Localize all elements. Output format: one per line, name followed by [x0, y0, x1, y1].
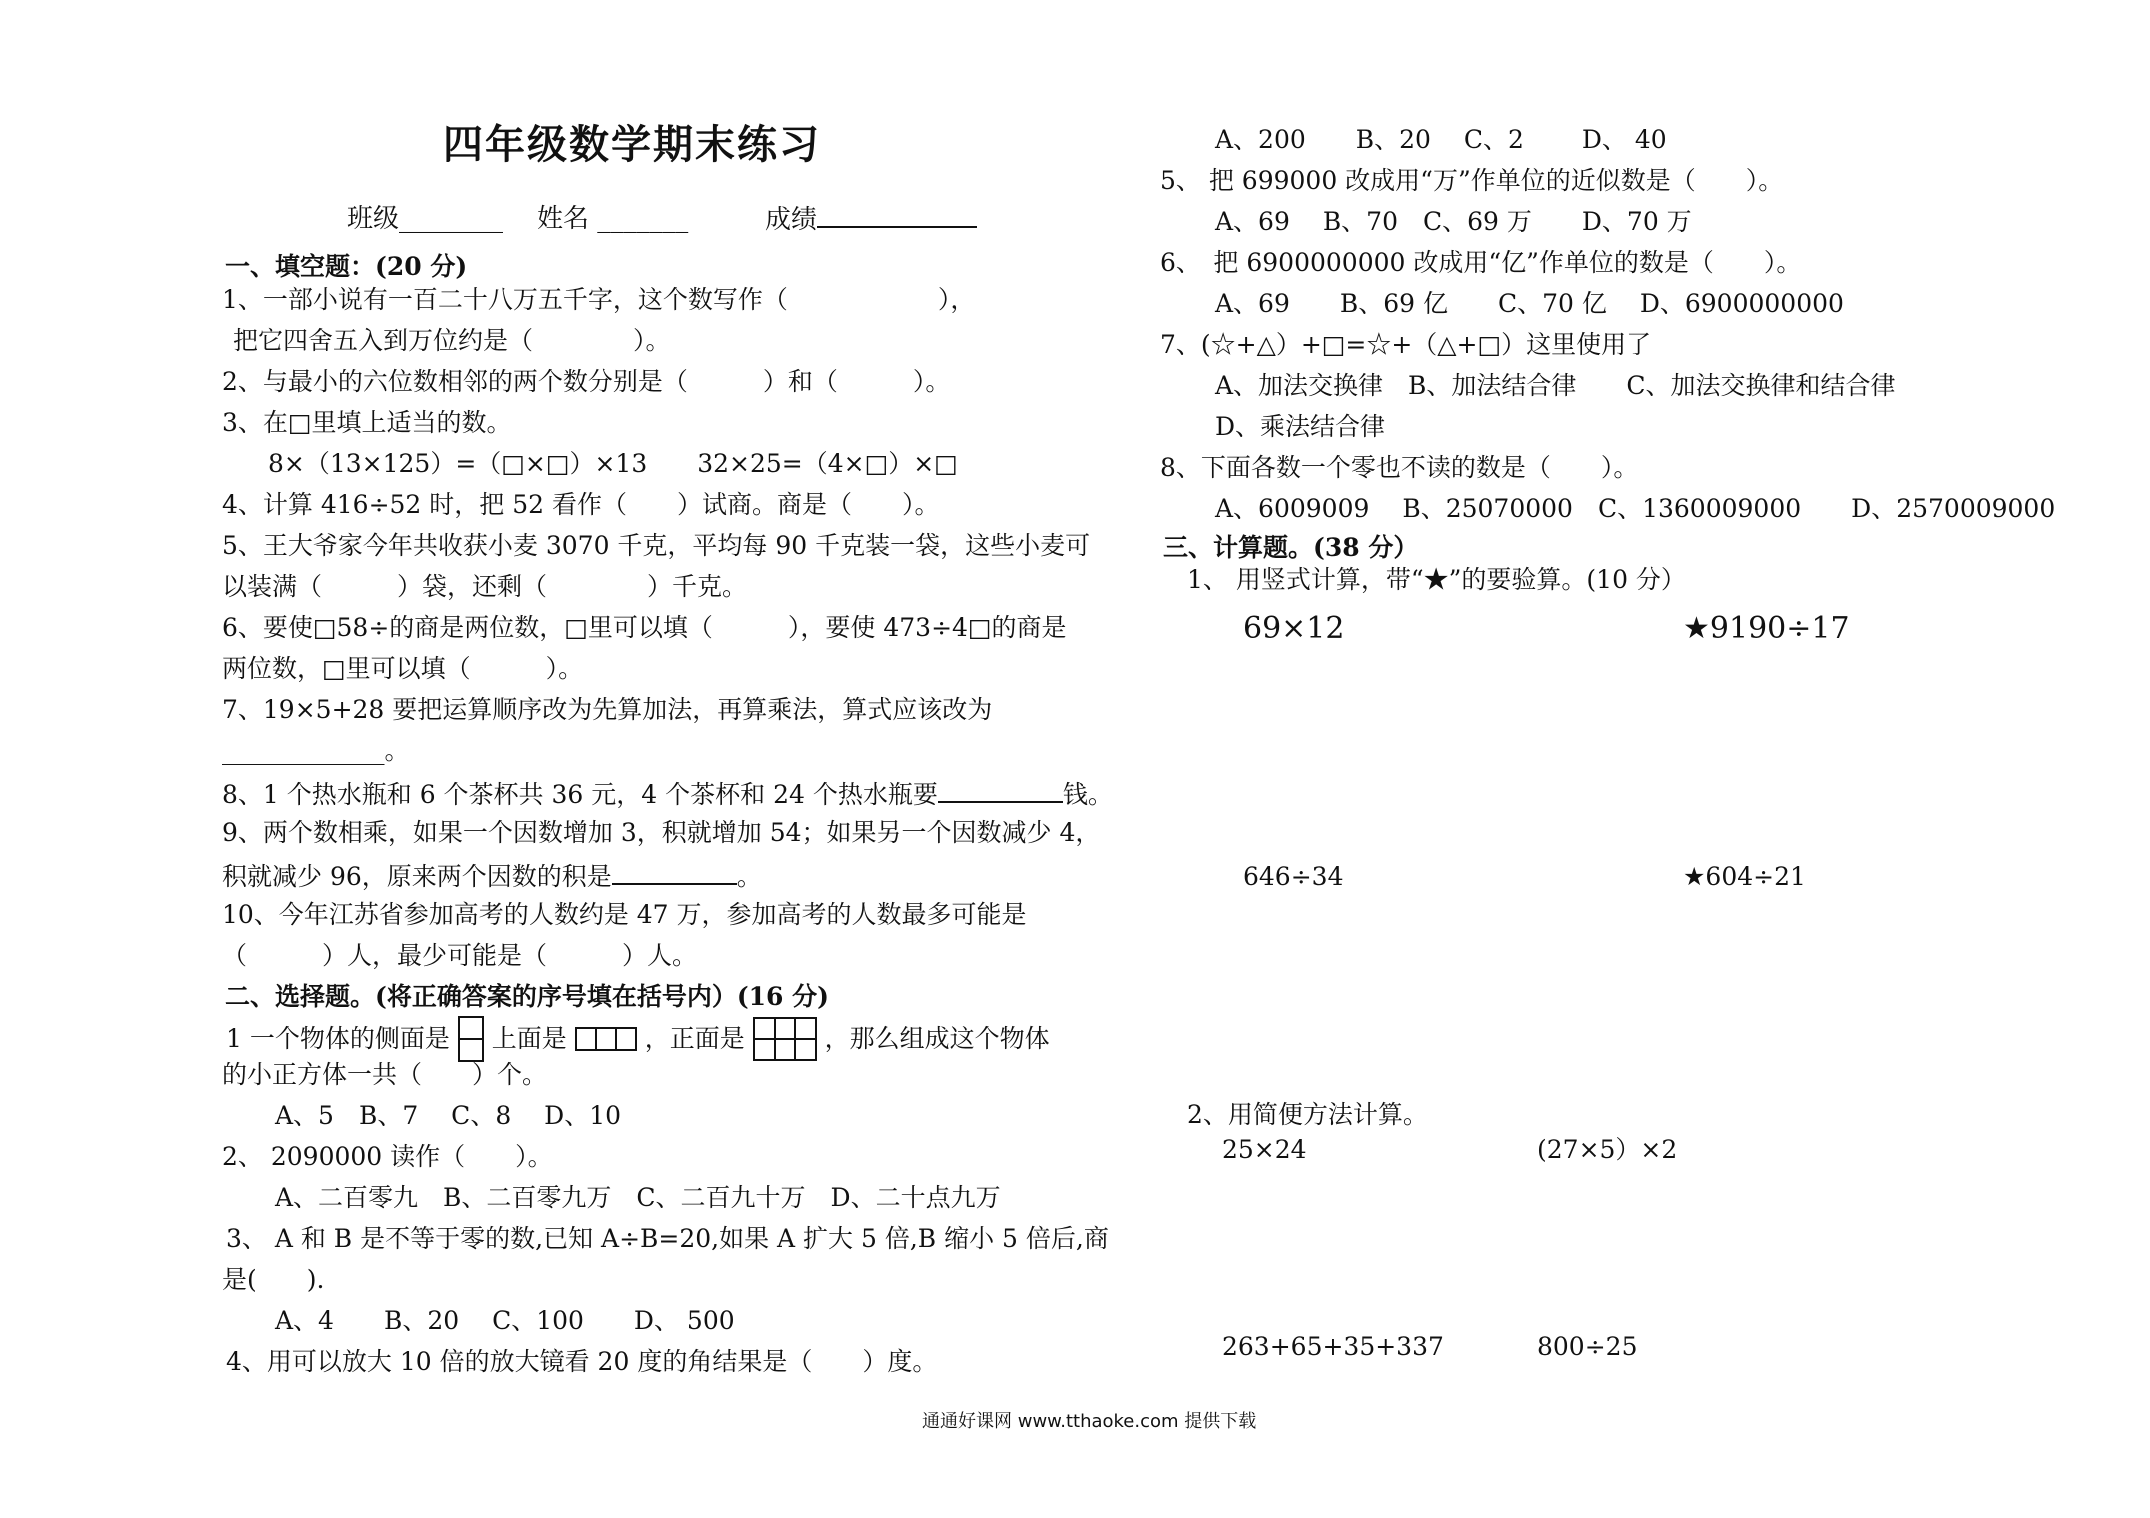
choice-q7-option-d: D、乘法结合律: [1215, 412, 1386, 441]
q4-line: 4、计算 416÷52 时，把 52 看作（ ）试商。商是（ ）。: [222, 490, 940, 519]
q7-blank: _____________。: [222, 736, 410, 765]
choice-q1-line: 1 一个物体的侧面是 上面是 ，正面是 ，那么组成这个物体: [226, 1016, 1050, 1062]
choice-q5-line: 5、 把 699000 改成用“万”作单位的近似数是（ ）。: [1160, 166, 1784, 195]
choice-q3-options: A、4 B、20 C、100 D、 500: [275, 1306, 735, 1335]
q5-line2: 以装满（ ）袋，还剩（ ）千克。: [222, 572, 748, 601]
calc-item: 646÷34: [1243, 862, 1344, 891]
choice-q2-options: A、二百零九 B、二百零九万 C、二百九十万 D、二十点九万: [275, 1183, 1001, 1212]
choice-q4-options: A、200 B、20 C、2 D、 40: [1215, 125, 1667, 154]
calc-item: 69×12: [1243, 611, 1345, 646]
q1-line: 1、一部小说有一百二十八万五千字，这个数写作（ ），: [222, 285, 976, 314]
choice-q1-line2: 的小正方体一共（ ）个。: [222, 1060, 548, 1089]
choice-q6-line: 6、 把 6900000000 改成用“亿”作单位的数是（ ）。: [1160, 248, 1802, 277]
choice-q3-line: 3、 A 和 B 是不等于零的数,已知 A÷B=20,如果 A 扩大 5 倍,B 缩小 5 倍后,商: [226, 1224, 1109, 1253]
choice-q5-options: A、69 B、70 C、69 万 D、70 万: [1215, 207, 1692, 236]
choice-q2-line: 2、 2090000 读作（ ）。: [222, 1142, 553, 1171]
choice-q1-options: A、5 B、7 C、8 D、10: [275, 1101, 622, 1130]
section-1-heading: 一、填空题：(20 分): [225, 252, 468, 281]
q9-line2: 积就减少 96，原来两个因数的积是 。: [222, 857, 762, 894]
simple-item: 25×24: [1222, 1135, 1307, 1164]
choice-q3-line2: 是( ).: [222, 1265, 325, 1294]
calc-item: ★604÷21: [1683, 862, 1806, 891]
q3-equations: 8×（13×125）=（□×□）×13 32×25=（4×□）×□: [268, 449, 958, 478]
choice-q7-options: A、加法交换律 B、加法结合律 C、加法交换律和结合律: [1215, 371, 1896, 400]
q9-line: 9、两个数相乘，如果一个因数增加 3，积就增加 54；如果另一个因数减少 4，: [222, 818, 1101, 847]
choice-q7-line: 7、(☆+△）+□=☆+（△+□）这里使用了: [1160, 330, 1652, 359]
q10-line2: （ ）人，最少可能是（ ）人。: [222, 941, 698, 970]
side-view-figure: [458, 1016, 484, 1062]
q8-blank: [938, 775, 1063, 803]
score-blank: [817, 200, 977, 228]
simple-item: (27×5）×2: [1537, 1135, 1678, 1164]
top-view-figure: [575, 1027, 637, 1051]
calc-intro: 1、 用竖式计算，带“★”的要验算。(10 分）: [1187, 565, 1686, 594]
q8-line: 8、1 个热水瓶和 6 个茶杯共 36 元，4 个茶杯和 24 个热水瓶要 钱。: [222, 775, 1113, 812]
simple-item: 800÷25: [1537, 1332, 1638, 1361]
class-label: 班级________: [347, 204, 504, 234]
q6-line2: 两位数，□里可以填（ ）。: [222, 654, 584, 683]
score-label: 成绩: [765, 200, 977, 237]
q3-line: 3、在□里填上适当的数。: [222, 408, 512, 437]
section-3-heading: 三、计算题。(38 分）: [1163, 533, 1419, 562]
simple-heading: 2、用简便方法计算。: [1187, 1100, 1428, 1129]
simple-item: 263+65+35+337: [1222, 1332, 1444, 1361]
footer-text: 通通好课网 www.tthaoke.com 提供下载: [922, 1411, 1257, 1432]
q5-line: 5、王大爷家今年共收获小麦 3070 千克，平均每 90 千克装一袋，这些小麦可: [222, 531, 1091, 560]
choice-q4-line: 4、用可以放大 10 倍的放大镜看 20 度的角结果是（ ）度。: [226, 1347, 938, 1376]
q1-line2: 把它四舍五入到万位约是（ ）。: [233, 326, 671, 355]
calc-item: ★9190÷17: [1683, 611, 1850, 646]
q9-blank: [612, 857, 737, 885]
choice-q6-options: A、69 B、69 亿 C、70 亿 D、6900000000: [1215, 289, 1844, 318]
page-title: 四年级数学期末练习: [443, 121, 821, 168]
choice-q8-line: 8、下面各数一个零也不读的数是（ ）。: [1160, 453, 1639, 482]
name-label: 姓名 _______: [537, 204, 689, 234]
choice-q8-options: A、6009009 B、25070000 C、1360009000 D、2570009000: [1215, 494, 2056, 523]
q6-line: 6、要使□58÷的商是两位数，□里可以填（ ），要使 473÷4□的商是: [222, 613, 1067, 642]
section-2-heading: 二、选择题。(将正确答案的序号填在括号内）(16 分): [225, 982, 829, 1011]
q2-line: 2、与最小的六位数相邻的两个数分别是（ ）和（ ）。: [222, 367, 951, 396]
q10-line: 10、今年江苏省参加高考的人数约是 47 万，参加高考的人数最多可能是: [222, 900, 1027, 929]
q7-line: 7、19×5+28 要把运算顺序改为先算加法，再算乘法，算式应该改为: [222, 695, 993, 724]
front-view-figure: [753, 1017, 817, 1061]
